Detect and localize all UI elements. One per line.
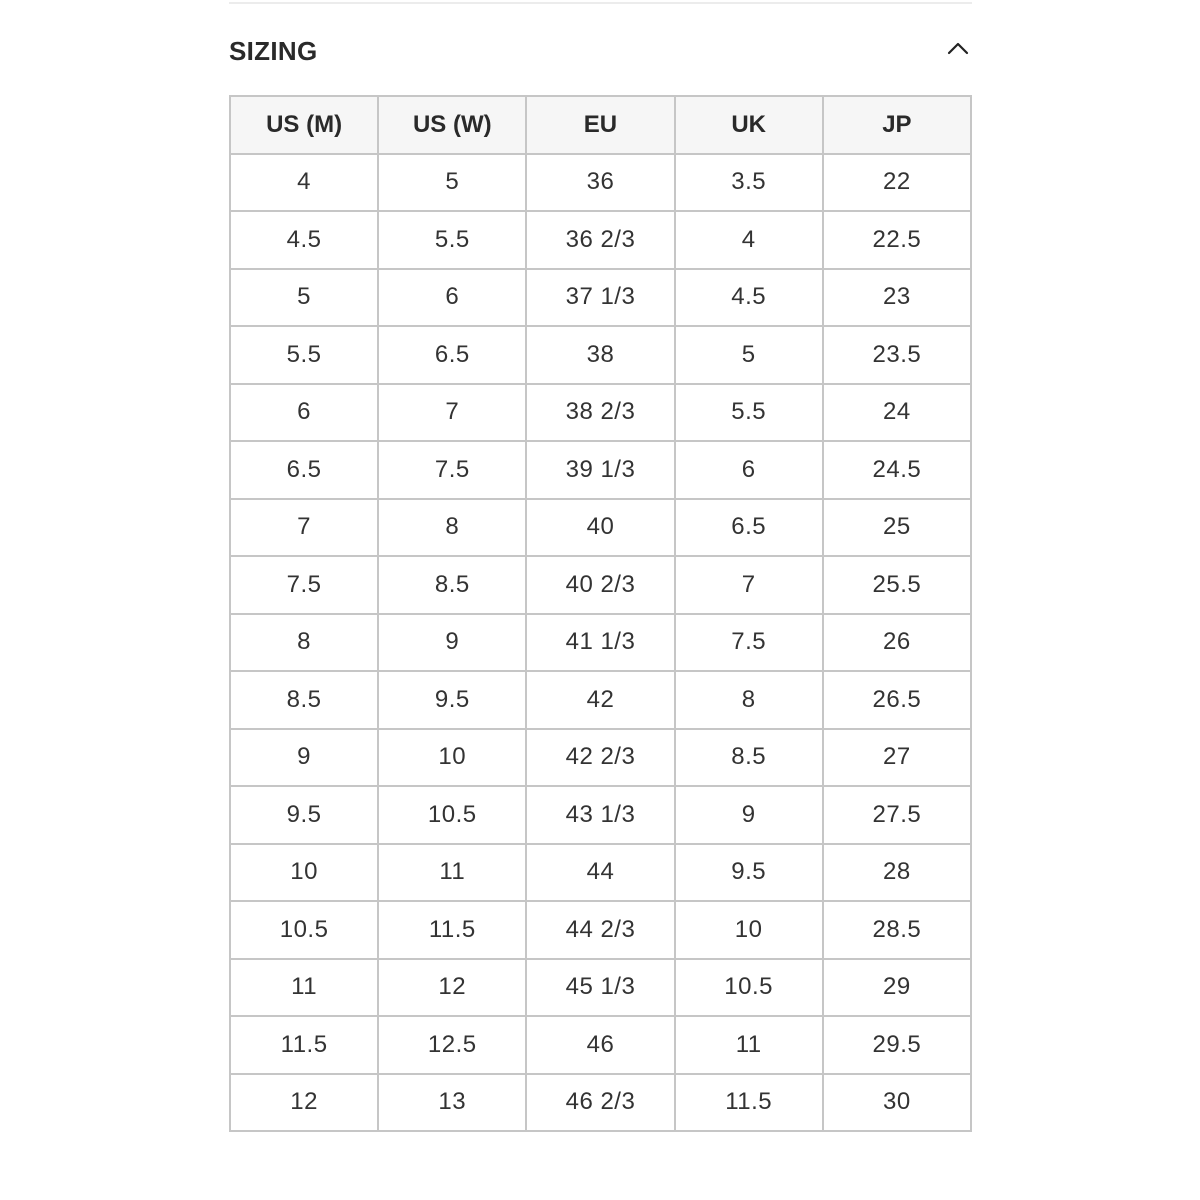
- size-cell-us-women: 5: [378, 154, 526, 212]
- table-body: [230, 154, 971, 1132]
- size-cell-uk: 7.5: [675, 614, 823, 672]
- size-cell-eu: 41 1/3: [526, 614, 674, 672]
- size-cell-us-women: 6: [378, 269, 526, 327]
- table-row: [230, 1016, 971, 1074]
- size-cell-jp: 29.5: [823, 1016, 971, 1074]
- size-cell-jp: 29: [823, 959, 971, 1017]
- size-cell-uk: 10: [675, 901, 823, 959]
- size-cell-us-men: 5: [230, 269, 378, 327]
- table-row: [230, 959, 971, 1017]
- size-cell-uk: 5: [675, 326, 823, 384]
- size-cell-us-men: 8: [230, 614, 378, 672]
- table-row: [230, 384, 971, 442]
- size-cell-us-men: 11: [230, 959, 378, 1017]
- size-cell-us-men: 5.5: [230, 326, 378, 384]
- size-cell-eu: 38: [526, 326, 674, 384]
- size-cell-uk: 3.5: [675, 154, 823, 212]
- size-cell-jp: 24.5: [823, 441, 971, 499]
- table-row: [230, 614, 971, 672]
- size-cell-us-men: 4.5: [230, 211, 378, 269]
- size-cell-eu: 46: [526, 1016, 674, 1074]
- section-header[interactable]: [229, 30, 972, 74]
- column-header-us-women: US (W): [378, 96, 526, 154]
- column-header-uk: UK: [675, 96, 823, 154]
- size-cell-eu: 45 1/3: [526, 959, 674, 1017]
- size-cell-us-men: 9.5: [230, 786, 378, 844]
- size-cell-us-women: 10: [378, 729, 526, 787]
- size-cell-us-men: 10: [230, 844, 378, 902]
- size-cell-eu: 36: [526, 154, 674, 212]
- size-cell-eu: 39 1/3: [526, 441, 674, 499]
- size-cell-jp: 22.5: [823, 211, 971, 269]
- size-cell-us-women: 6.5: [378, 326, 526, 384]
- size-cell-uk: 10.5: [675, 959, 823, 1017]
- table-row: [230, 729, 971, 787]
- size-cell-eu: 42: [526, 671, 674, 729]
- size-cell-eu: 42 2/3: [526, 729, 674, 787]
- size-cell-eu: 38 2/3: [526, 384, 674, 442]
- size-cell-jp: 28.5: [823, 901, 971, 959]
- column-header-jp: JP: [823, 96, 971, 154]
- size-cell-jp: 25.5: [823, 556, 971, 614]
- size-cell-us-women: 7: [378, 384, 526, 442]
- size-cell-jp: 25: [823, 499, 971, 557]
- table-row: [230, 671, 971, 729]
- size-cell-us-men: 6: [230, 384, 378, 442]
- chevron-up-icon[interactable]: [944, 34, 972, 62]
- size-cell-jp: 27.5: [823, 786, 971, 844]
- size-cell-us-women: 12: [378, 959, 526, 1017]
- size-cell-us-women: 9.5: [378, 671, 526, 729]
- size-cell-uk: 8: [675, 671, 823, 729]
- size-cell-uk: 9.5: [675, 844, 823, 902]
- size-cell-eu: 46 2/3: [526, 1074, 674, 1132]
- size-cell-uk: 9: [675, 786, 823, 844]
- table-header-row: [230, 96, 971, 154]
- size-cell-eu: 36 2/3: [526, 211, 674, 269]
- size-cell-eu: 37 1/3: [526, 269, 674, 327]
- table-row: [230, 901, 971, 959]
- size-cell-uk: 4.5: [675, 269, 823, 327]
- table-row: [230, 556, 971, 614]
- divider: [229, 2, 972, 4]
- size-cell-us-women: 5.5: [378, 211, 526, 269]
- size-cell-us-women: 12.5: [378, 1016, 526, 1074]
- table-row: [230, 1074, 971, 1132]
- table-row: [230, 154, 971, 212]
- size-cell-us-women: 10.5: [378, 786, 526, 844]
- size-cell-us-women: 9: [378, 614, 526, 672]
- size-cell-uk: 7: [675, 556, 823, 614]
- size-cell-jp: 23: [823, 269, 971, 327]
- size-cell-us-women: 13: [378, 1074, 526, 1132]
- size-cell-jp: 26: [823, 614, 971, 672]
- table-row: [230, 441, 971, 499]
- table-row: [230, 326, 971, 384]
- column-header-us-men: US (M): [230, 96, 378, 154]
- size-cell-jp: 28: [823, 844, 971, 902]
- size-cell-uk: 4: [675, 211, 823, 269]
- size-cell-us-women: 8: [378, 499, 526, 557]
- size-cell-us-men: 12: [230, 1074, 378, 1132]
- size-cell-us-men: 7: [230, 499, 378, 557]
- size-cell-jp: 27: [823, 729, 971, 787]
- size-chart-table: [229, 95, 972, 1132]
- size-cell-uk: 11: [675, 1016, 823, 1074]
- size-cell-uk: 6: [675, 441, 823, 499]
- size-cell-us-women: 8.5: [378, 556, 526, 614]
- size-cell-us-men: 9: [230, 729, 378, 787]
- column-header-eu: EU: [526, 96, 674, 154]
- size-cell-eu: 43 1/3: [526, 786, 674, 844]
- size-cell-jp: 30: [823, 1074, 971, 1132]
- size-cell-uk: 5.5: [675, 384, 823, 442]
- size-cell-us-men: 8.5: [230, 671, 378, 729]
- size-cell-eu: 44: [526, 844, 674, 902]
- size-cell-uk: 11.5: [675, 1074, 823, 1132]
- size-cell-eu: 40: [526, 499, 674, 557]
- size-cell-us-men: 6.5: [230, 441, 378, 499]
- table-row: [230, 844, 971, 902]
- size-cell-us-men: 4: [230, 154, 378, 212]
- size-cell-us-men: 11.5: [230, 1016, 378, 1074]
- size-cell-us-men: 10.5: [230, 901, 378, 959]
- table-row: [230, 499, 971, 557]
- size-cell-eu: 44 2/3: [526, 901, 674, 959]
- size-cell-us-women: 11.5: [378, 901, 526, 959]
- size-cell-jp: 24: [823, 384, 971, 442]
- size-cell-jp: 23.5: [823, 326, 971, 384]
- size-cell-eu: 40 2/3: [526, 556, 674, 614]
- size-cell-us-men: 7.5: [230, 556, 378, 614]
- section-title: SIZING: [229, 36, 318, 66]
- size-cell-us-women: 11: [378, 844, 526, 902]
- table-row: [230, 786, 971, 844]
- size-cell-jp: 26.5: [823, 671, 971, 729]
- table-row: [230, 211, 971, 269]
- size-cell-uk: 6.5: [675, 499, 823, 557]
- table-row: [230, 269, 971, 327]
- size-cell-jp: 22: [823, 154, 971, 212]
- size-cell-uk: 8.5: [675, 729, 823, 787]
- size-cell-us-women: 7.5: [378, 441, 526, 499]
